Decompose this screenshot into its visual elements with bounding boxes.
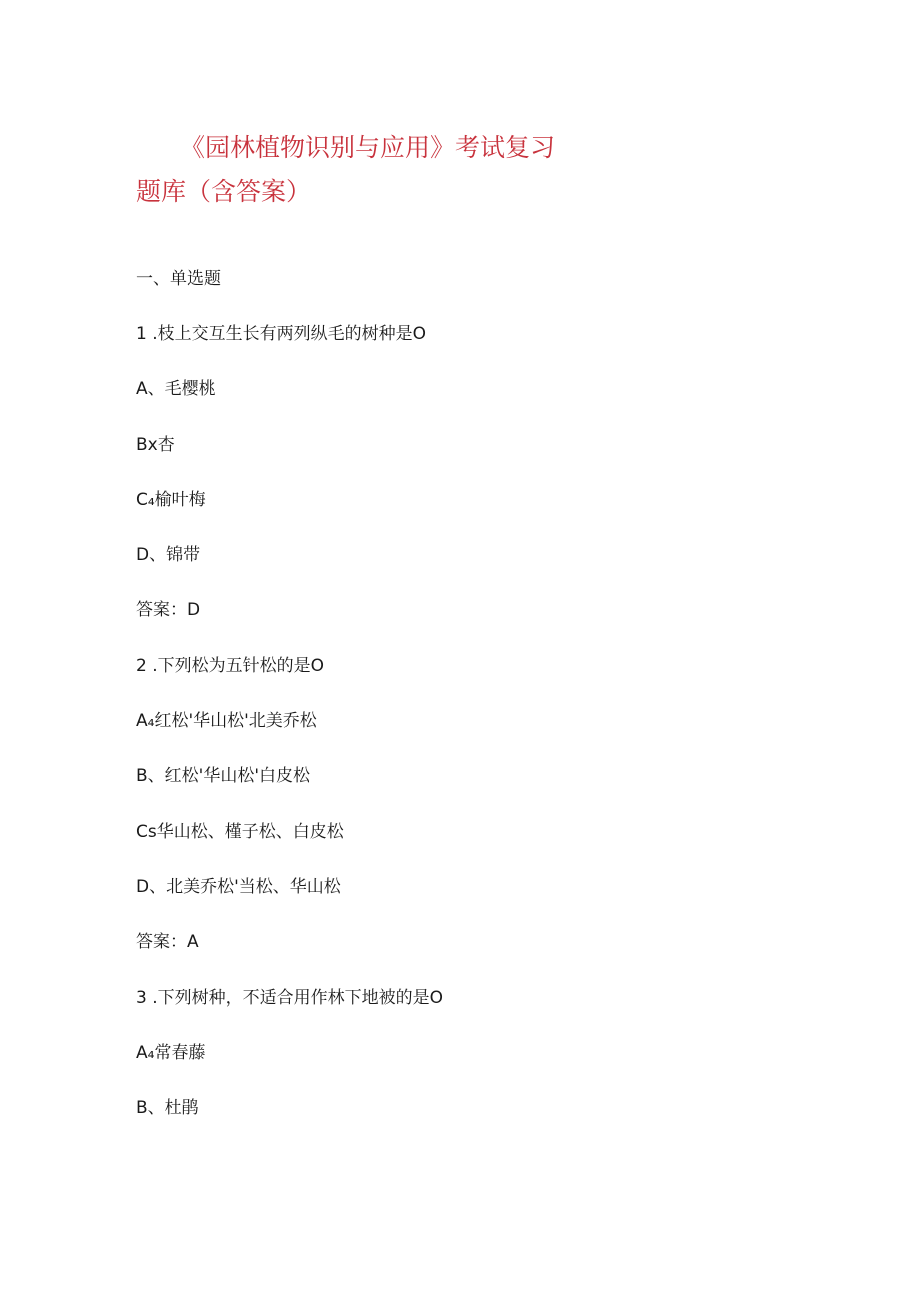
question-2-answer: 答案：A [136, 932, 199, 952]
question-2-option-b: B、红松'华山松'白皮松 [136, 766, 311, 786]
question-1-option-c: C₄榆叶梅 [136, 490, 206, 510]
question-1-option-d: D、锦带 [136, 545, 201, 565]
question-1-option-a: A、毛樱桃 [136, 379, 216, 399]
question-3-option-b: B、杜鹃 [136, 1098, 199, 1118]
question-2-option-d: D、北美乔松'当松、华山松 [136, 877, 341, 897]
document-title-line-2: 题库（含答案） [136, 177, 312, 206]
question-1-answer: 答案：D [136, 600, 201, 620]
question-2-option-c: Cs华山松、槿子松、白皮松 [136, 822, 344, 842]
question-2-option-a: A₄红松'华山松'北美乔松 [136, 711, 317, 731]
question-2-stem: 2 .下列松为五针松的是O [136, 656, 325, 676]
question-1-option-b: Bx杏 [136, 435, 175, 455]
document-title-line-1: 《园林植物识别与应用》考试复习 [180, 133, 556, 162]
question-3-stem: 3 .下列树种，不适合用作林下地被的是O [136, 988, 444, 1008]
section-heading: 一、单选题 [136, 269, 221, 289]
question-1-stem: 1 .枝上交互生长有两列纵毛的树种是O [136, 324, 427, 344]
question-3-option-a: A₄常春藤 [136, 1043, 206, 1063]
